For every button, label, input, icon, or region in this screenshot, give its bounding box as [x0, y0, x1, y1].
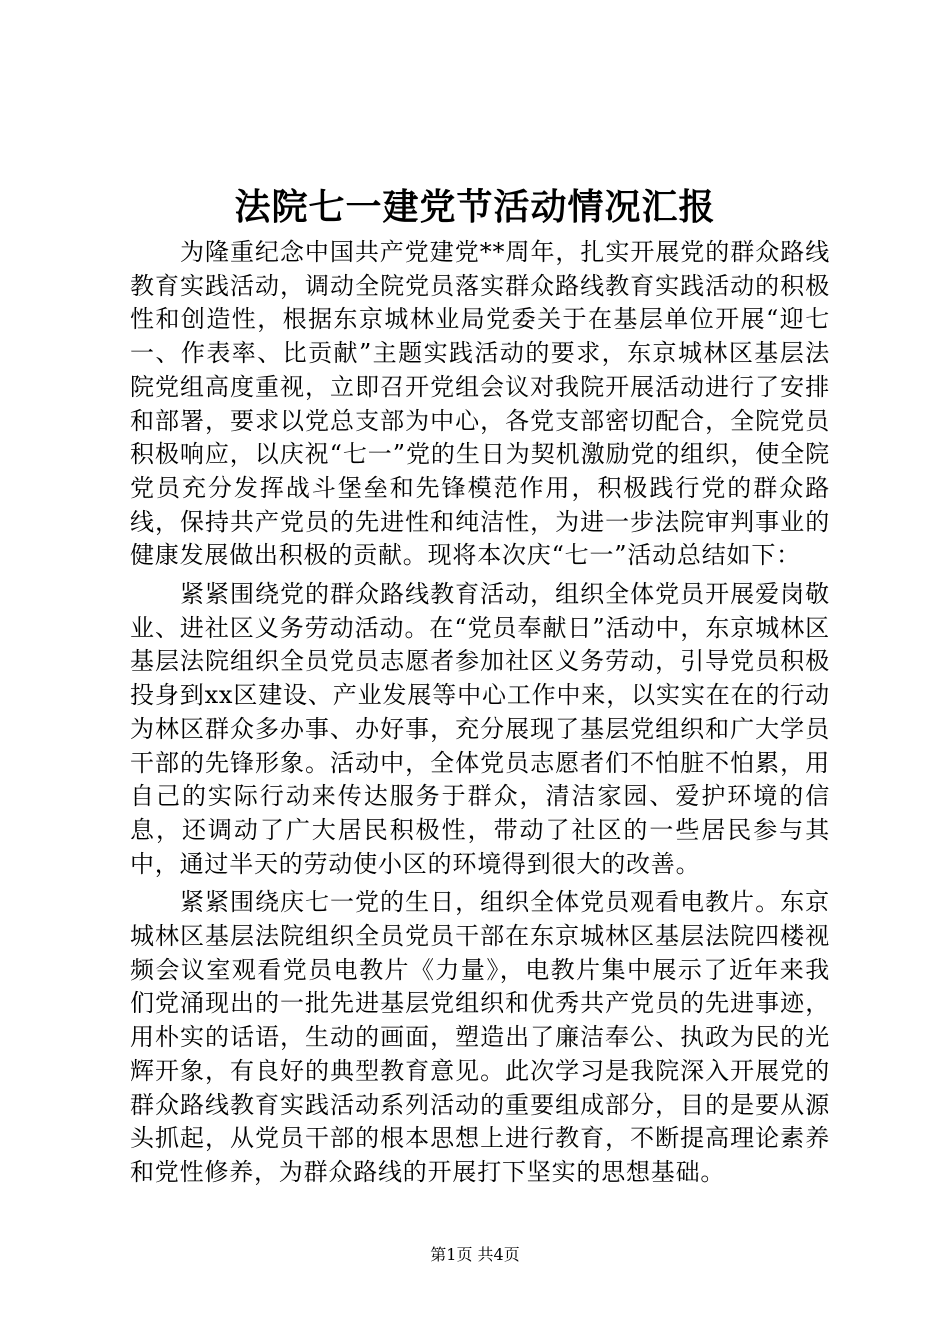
document-body	[130, 236, 830, 1190]
paragraph-education-film: 紧紧围绕庆七一党的生日，组织全体党员观看电教片。东京城林区基层法院组织全员党员干部在东京城林区基层法院四楼视频会议室观看党员电教片《力量》，电教片集中展示了近年来我们党涌现出的一批先进基层党组织和优秀共产党员的先进事迹，用朴实的话语，生动的画面，塑造出了廉洁奉公、执政为民的光辉开象，有良好的典型教育意见。此次学习是我院深入开展党的群众路线教育实践活动系列活动的重要组成部分，目的是要从源头抓起，从党员干部的根本思想上进行教育，不断提高理论素养和党性修养，为群众路线的开展打下坚实的思想基础。	[130, 888, 830, 1186]
document-title: 法院七一建党节活动情况汇报	[234, 187, 716, 228]
paragraph-intro: 为隆重纪念中国共产党建党**周年，扎实开展党的群众路线教育实践活动，调动全院党员落实群众路线教育实践活动的积极性和创造性，根据东京城林业局党委关于在基层单位开展“迎七一、作表率、比贡献”主题实践活动的要求，东京城林区基层法院党组高度重视，立即召开党组会议对我院开展活动进行了安排和部署，要求以党总支部为中心，各党支部密切配合，全院党员积极响应，以庆祝“七一”党的生日为契机激励党的组织，使全院党员充分发挥战斗堡垒和先锋模范作用，积极践行党的群众路线，保持共产党员的先进性和纯洁性，为进一步法院审判事业的健康发展做出积极的贡献。现将本次庆“七一”活动总结如下：	[130, 238, 830, 570]
paragraph-volunteer-activity: 紧紧围绕党的群众路线教育活动，组织全体党员开展爱岗敬业、进社区义务劳动活动。在“党员奉献日”活动中，东京城林区基层法院组织全员党员志愿者参加社区义务劳动，引导党员积极投身到xx区建设、产业发展等中心工作中来，以实实在在的行动为林区群众多办事、办好事，充分展现了基层党组织和广大学员干部的先锋形象。活动中，全体党员志愿者们不怕脏不怕累，用自己的实际行动来传达服务于群众，清洁家园、爱护环境的信息，还调动了广大居民积极性，带动了社区的一些居民参与其中，通过半天的劳动使小区的环境得到很大的改善。	[130, 580, 830, 878]
page-number-footer: 第1页 共4页	[430, 1245, 520, 1264]
